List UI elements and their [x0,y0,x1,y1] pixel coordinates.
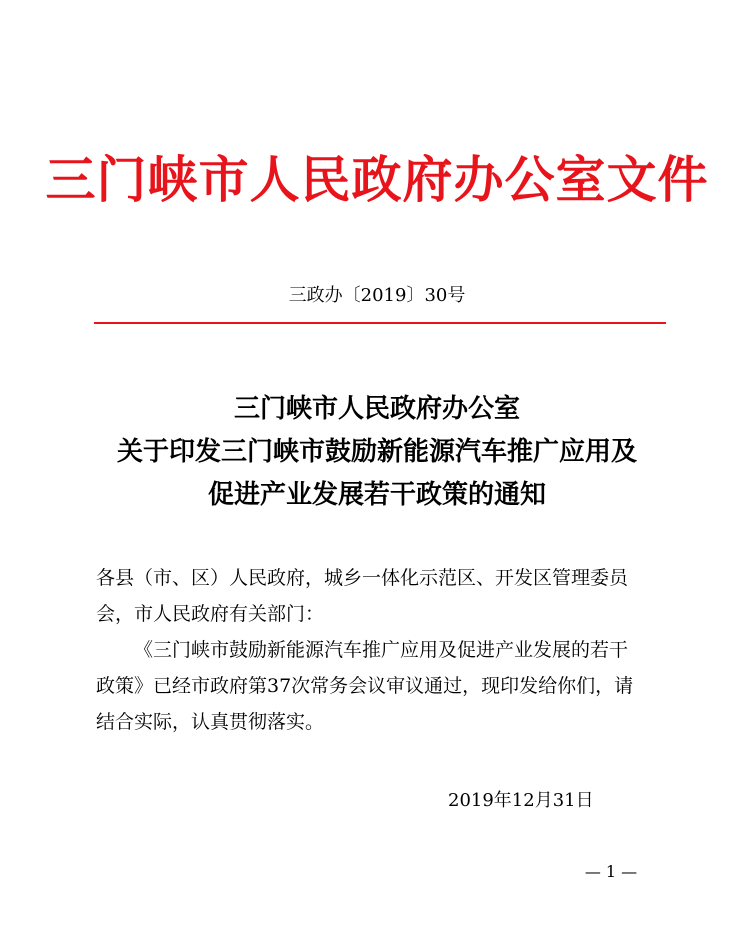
addressee-block [96,560,676,632]
title-line-1: 三门峡市人民政府办公室 [233,394,520,424]
document-number: 三政办〔2019〕30号 [288,285,466,306]
addressee-line-2: 会，市人民政府有关部门： [96,603,325,625]
paragraph-line-1: 《三门峡市鼓励新能源汽车推广应用及促进产业发展的若干 [134,639,629,661]
issue-date: 2019年12月31日 [448,790,594,811]
red-separator-rule [94,322,666,324]
document-title [0,388,754,517]
page-number: — 1 — [584,862,638,881]
body-paragraph [96,632,676,740]
document-masthead: 三门峡市人民政府办公室文件 [45,150,709,209]
title-line-2: 关于印发三门峡市鼓励新能源汽车推广应用及 [116,437,637,467]
addressee-line-1: 各县（市、区）人民政府，城乡一体化示范区、开发区管理委员 [96,567,629,589]
paragraph-line-2: 政策》已经市政府第37次常务会议审议通过，现印发给你们，请 [96,675,634,697]
title-line-3: 促进产业发展若干政策的通知 [207,480,546,510]
paragraph-line-3: 结合实际，认真贯彻落实。 [96,711,325,733]
